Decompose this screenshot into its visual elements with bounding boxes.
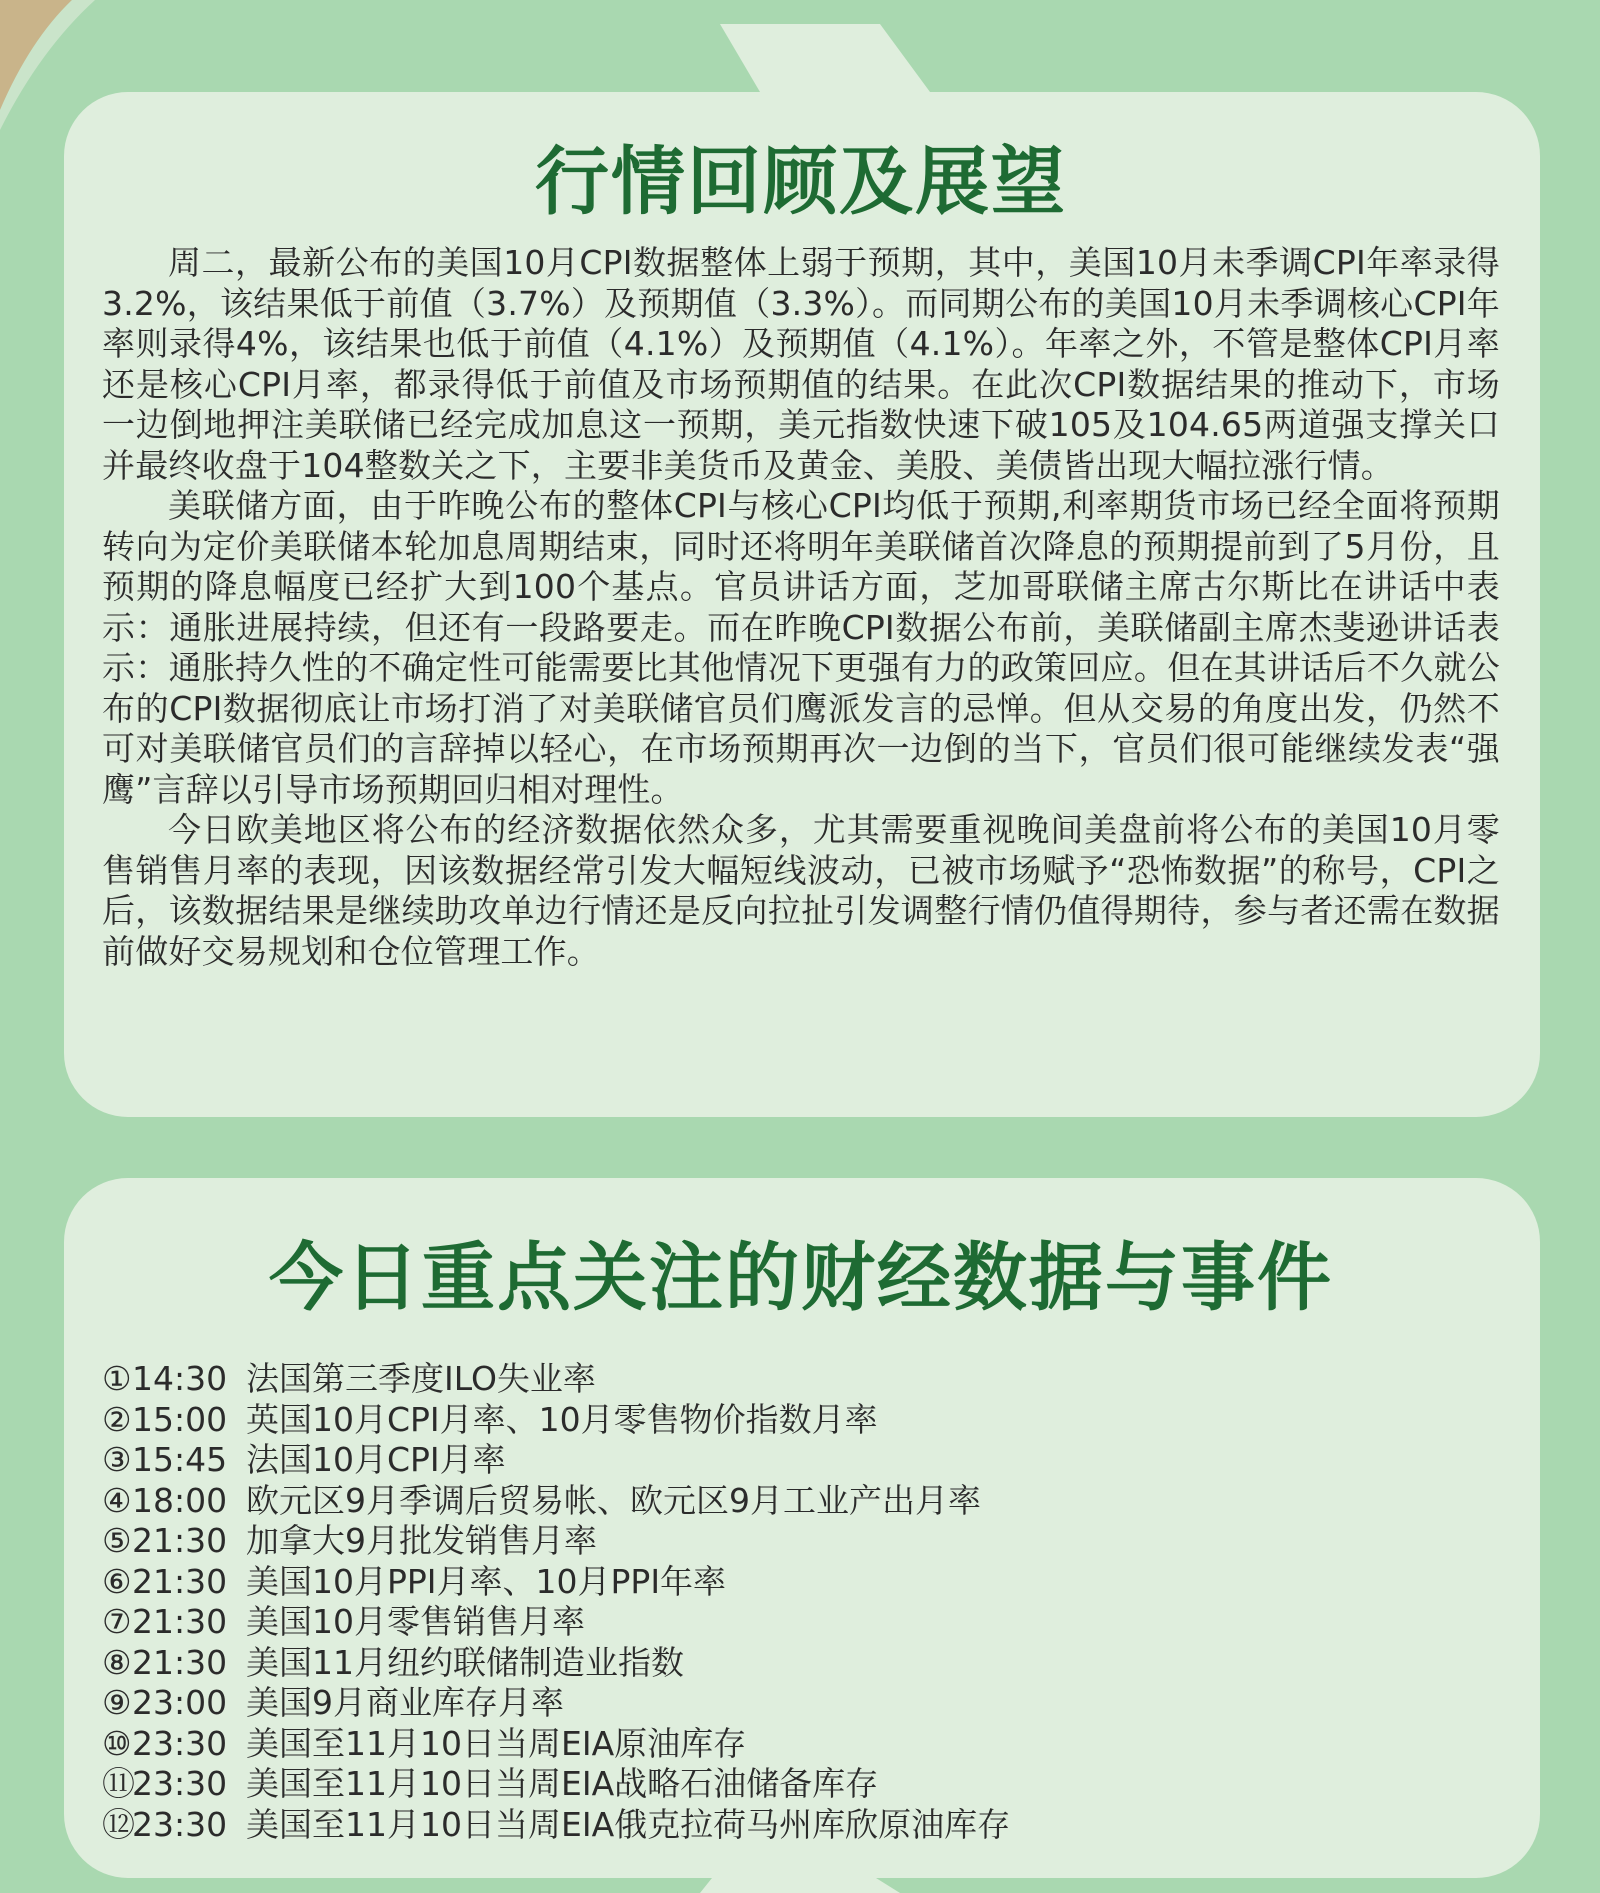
event-time: 21:30 <box>132 1521 228 1560</box>
event-item <box>102 1764 1500 1805</box>
events-title: 今日重点关注的财经数据与事件 <box>269 1235 1333 1321</box>
review-paragraph: 今日欧美地区将公布的经济数据依然众多，尤其需要重视晚间美盘前将公布的美国10月零售销售月率的表现，因该数据经常引发大幅短线波动，已被市场赋予“恐怖数据”的称号，CPI之后，该数据结果是继续助攻单边行情还是反向拉扯引发调整行情仍值得期待，参与者还需在数据前做好交易规划和仓位管理工作。 <box>102 810 1500 971</box>
event-item <box>102 1521 1500 1562</box>
market-review-card <box>64 92 1540 1117</box>
event-number: ⑦ <box>102 1602 132 1641</box>
event-description: 美国至11月10日当周EIA战略石油储备库存 <box>246 1764 879 1803</box>
event-time: 15:00 <box>132 1399 228 1439</box>
event-number: ① <box>102 1359 132 1398</box>
event-description: 美国10月PPI月率、10月PPI年率 <box>246 1561 727 1601</box>
market-review-title: 行情回顾及展望 <box>535 139 1067 225</box>
event-item <box>102 1562 1500 1603</box>
event-number: ④ <box>102 1480 132 1520</box>
events-list <box>102 1359 1500 1845</box>
event-number: ③ <box>102 1440 132 1479</box>
event-number: ⑥ <box>102 1561 132 1601</box>
event-description: 美国11月纽约联储制造业指数 <box>246 1642 684 1682</box>
event-time: 23:30 <box>132 1723 228 1763</box>
event-description: 美国至11月10日当周EIA俄克拉荷马州库欣原油库存 <box>246 1804 1011 1844</box>
event-number: ⑪ <box>102 1764 135 1803</box>
event-number: ⑧ <box>102 1642 132 1682</box>
event-item <box>102 1602 1500 1643</box>
event-time: 14:30 <box>132 1359 228 1398</box>
event-description: 美国10月零售销售月率 <box>246 1602 585 1641</box>
event-description: 法国10月CPI月率 <box>246 1440 506 1479</box>
event-time: 18:00 <box>132 1480 228 1520</box>
event-number: ② <box>102 1399 132 1439</box>
event-item <box>102 1440 1500 1481</box>
event-number: ⑫ <box>102 1804 135 1844</box>
event-time: 21:30 <box>132 1602 228 1641</box>
event-description: 加拿大9月批发销售月率 <box>246 1521 597 1560</box>
event-time: 23:30 <box>132 1764 228 1803</box>
event-time: 15:45 <box>132 1440 228 1479</box>
event-time: 21:30 <box>132 1561 228 1601</box>
event-item <box>102 1805 1500 1846</box>
review-paragraph: 周二，最新公布的美国10月CPI数据整体上弱于预期，其中，美国10月未季调CPI年率录得3.2%，该结果低于前值（3.7%）及预期值（3.3%）。而同期公布的美国10月未季调核心CPI年率则录得4%，该结果也低于前值（4.1%）及预期值（4.1%）。年率之外，不管是整体CPI月率还是核心CPI月率，都录得低于前值及市场预期值的结果。在此次CPI数据结果的推动下，市场一边倒地押注美联储已经完成加息这一预期，美元指数快速下破105及104.65两道强支撑关口并最终收盘于104整数关之下，主要非美货币及黄金、美股、美债皆出现大幅拉涨行情。 <box>102 243 1500 485</box>
event-number: ⑨ <box>102 1683 132 1722</box>
review-paragraph: 美联储方面，由于昨晚公布的整体CPI与核心CPI均低于预期,利率期货市场已经全面将预期转向为定价美联储本轮加息周期结束，同时还将明年美联储首次降息的预期提前到了5月份，且预期的降息幅度已经扩大到100个基点。官员讲话方面，芝加哥联储主席古尔斯比在讲话中表示：通胀进展持续，但还有一段路要走。而在昨晚CPI数据公布前，美联储副主席杰斐逊讲话表示：通胀持久性的不确定性可能需要比其他情况下更强有力的政策回应。但在其讲话后不久就公布的CPI数据彻底让市场打消了对美联储官员们鹰派发言的忌惮。但从交易的角度出发，仍然不可对美联储官员们的言辞掉以轻心，在市场预期再次一边倒的当下，官员们很可能继续发表“强鹰”言辞以引导市场预期回归相对理性。 <box>102 486 1500 809</box>
event-time: 23:00 <box>132 1683 228 1722</box>
event-description: 美国9月商业库存月率 <box>246 1683 564 1722</box>
event-description: 法国第三季度ILO失业率 <box>246 1359 596 1398</box>
event-description: 英国10月CPI月率、10月零售物价指数月率 <box>246 1399 878 1439</box>
event-description: 美国至11月10日当周EIA原油库存 <box>246 1723 747 1763</box>
events-card <box>64 1178 1540 1878</box>
event-item <box>102 1400 1500 1441</box>
event-description: 欧元区9月季调后贸易帐、欧元区9月工业产出月率 <box>246 1480 981 1520</box>
event-item <box>102 1724 1500 1765</box>
event-time: 21:30 <box>132 1642 228 1682</box>
event-item <box>102 1683 1500 1724</box>
event-time: 23:30 <box>132 1804 228 1844</box>
event-number: ⑩ <box>102 1723 132 1763</box>
event-number: ⑤ <box>102 1521 132 1560</box>
event-item <box>102 1359 1500 1400</box>
event-item <box>102 1481 1500 1522</box>
event-item <box>102 1643 1500 1684</box>
